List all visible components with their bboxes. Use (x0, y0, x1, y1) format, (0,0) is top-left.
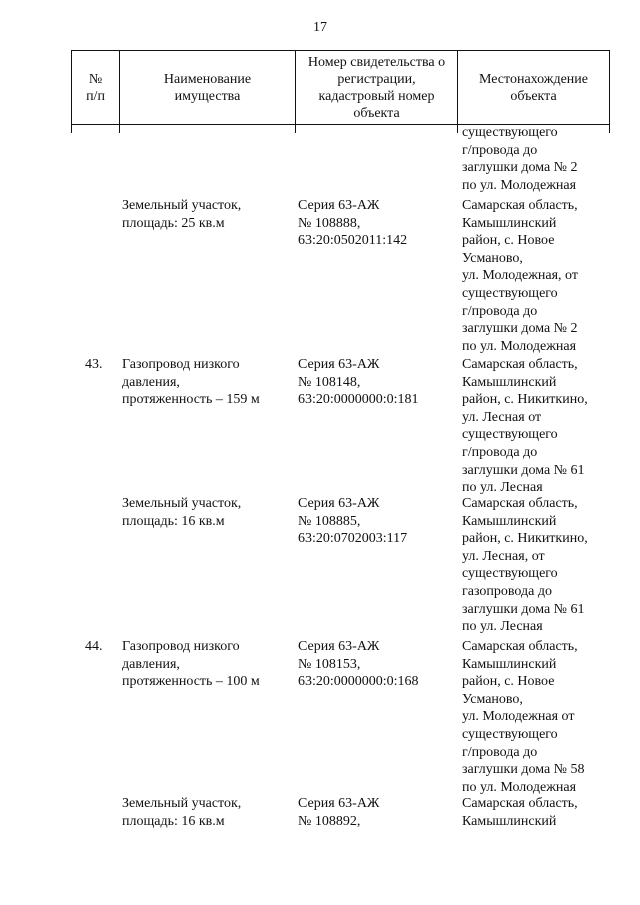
row-5-cert: Серия 63-АЖ № 108892, (298, 796, 380, 829)
row-2-number: 43. (85, 357, 103, 372)
page-number: 17 (313, 20, 327, 35)
row-1-name: Земельный участок, площадь: 25 кв.м (122, 198, 242, 231)
row-4-name: Газопровод низкого давления, протяженность – 100 м (122, 639, 260, 690)
row-4-cert: Серия 63-АЖ № 108153, 63:20:0000000:0:168 (298, 639, 419, 690)
row-2-name: Газопровод низкого давления, протяженность – 159 м (122, 357, 260, 408)
row-3-cert: Серия 63-АЖ № 108885, 63:20:0702003:117 (298, 496, 408, 547)
row-3-location: Самарская область, Камышлинский район, с. Никиткино, ул. Лесная, от существующего газопровода до заглушки дома № 61 по ул. Лесная (462, 496, 588, 635)
table-border-col3 (457, 125, 458, 133)
table-border-right (609, 125, 610, 133)
table-border-col1 (119, 125, 120, 133)
row-1-location: Самарская область, Камышлинский район, с. Новое Усманово, ул. Молодежная, от существующего г/провода до заглушки дома № 2 по ул. Молодежная (462, 198, 578, 354)
header-number: № п/п (72, 51, 120, 124)
header-property-name: Наименование имущества (120, 51, 296, 124)
table-border-left (71, 125, 72, 133)
table-header (71, 50, 610, 125)
header-location: Местонахождение объекта (478, 71, 588, 104)
row-5-name: Земельный участок, площадь: 16 кв.м (122, 796, 242, 829)
row-4-number: 44. (85, 639, 103, 654)
table-border-col2 (295, 125, 296, 133)
row-1-cert: Серия 63-АЖ № 108888, 63:20:0502011:142 (298, 198, 408, 249)
row-4-location: Самарская область, Камышлинский район, с. Новое Усманово, ул. Молодежная от существующего г/провода до заглушки дома № 58 по ул. Молодежная (462, 639, 585, 795)
row-2-cert: Серия 63-АЖ № 108148, 63:20:0000000:0:181 (298, 357, 419, 408)
row-5-location: Самарская область, Камышлинский (462, 796, 578, 829)
row-3-name: Земельный участок, площадь: 16 кв.м (122, 496, 242, 529)
row-0-location: существующего г/провода до заглушки дома № 2 по ул. Молодежная (462, 125, 578, 193)
header-certificate: Номер свидетельства о регистрации, кадастровый номер объекта (296, 51, 458, 124)
row-2-location: Самарская область, Камышлинский район, с. Никиткино, ул. Лесная от существующего г/провода до заглушки дома № 61 по ул. Лесная (462, 357, 588, 496)
